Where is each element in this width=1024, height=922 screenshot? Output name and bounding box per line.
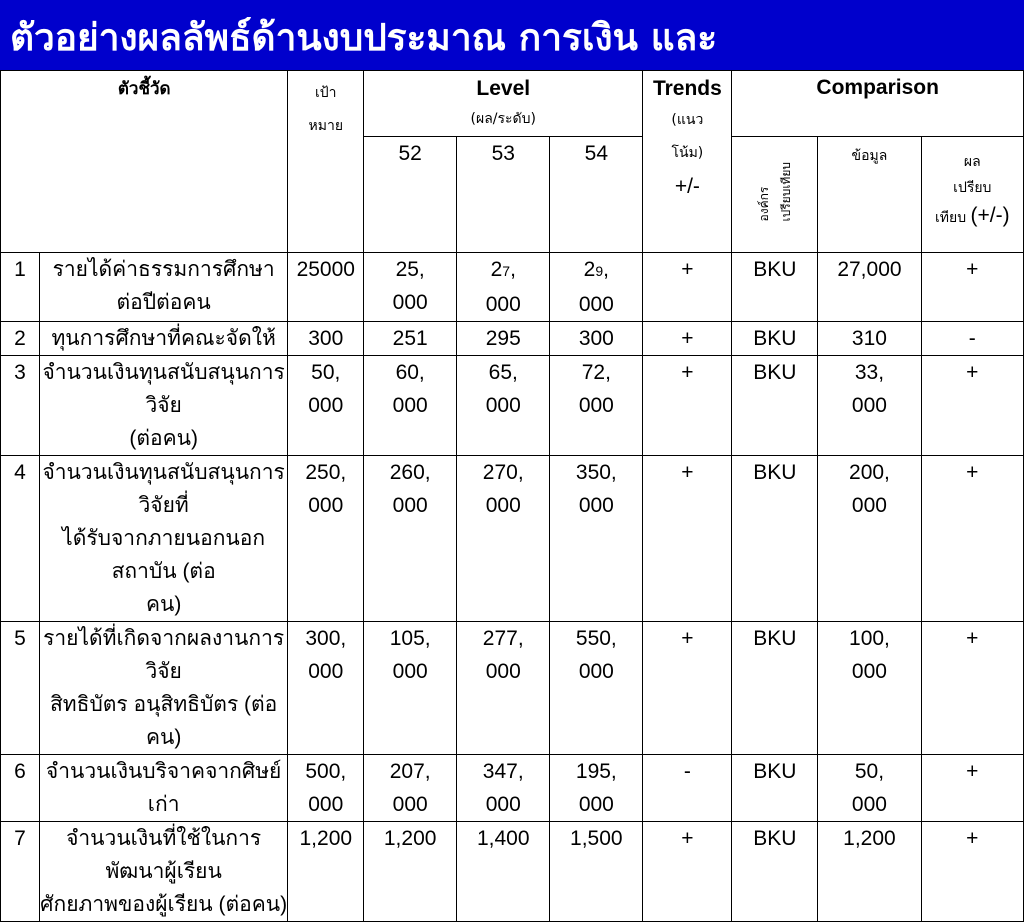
value-line: 000 — [578, 494, 614, 517]
data-line: 310 — [851, 327, 887, 350]
row-number: 3 — [1, 356, 40, 456]
row-indicator — [39, 456, 288, 622]
row-target — [288, 622, 364, 755]
value-line: 000 — [578, 660, 614, 683]
target-line: 50, — [311, 361, 341, 384]
indicator-line: จำนวนเงินทุนสนับสนุนการวิจัย — [42, 361, 285, 417]
value-line: 295 — [485, 327, 521, 350]
row-result: + — [921, 456, 1023, 622]
header-comp-result — [921, 137, 1023, 253]
header-comp-org — [732, 137, 818, 253]
row-52 — [364, 456, 457, 622]
value-line: 207, — [389, 760, 431, 783]
header-level-label: Level — [476, 77, 531, 100]
header-comparison-label: Comparison — [816, 76, 939, 99]
row-trend: + — [643, 456, 732, 622]
data-line: 000 — [851, 494, 887, 517]
header-year-53 — [457, 137, 550, 253]
row-data — [818, 755, 921, 822]
indicator-line: ทุนการศึกษาที่คณะจัดให้ — [51, 327, 276, 350]
value-line: 550, — [575, 627, 617, 650]
indicator-line: รายได้ค่าธรรมการศึกษาต่อปีต่อคน — [52, 258, 275, 314]
row-data — [818, 322, 921, 356]
header-trends — [643, 71, 732, 253]
target-line: 000 — [308, 660, 344, 683]
data-line: 000 — [851, 793, 887, 816]
value-line: 000 — [392, 660, 428, 683]
header-level-sub: (ผล/ระดับ) — [470, 111, 536, 127]
row-target — [288, 755, 364, 822]
header-comp-data — [818, 137, 921, 253]
row-target — [288, 322, 364, 356]
value-line: 000 — [578, 293, 614, 316]
row-result: - — [921, 322, 1023, 356]
value-line: 195, — [575, 760, 617, 783]
data-line: 50, — [854, 760, 885, 783]
header-year-52 — [364, 137, 457, 253]
header-level — [364, 71, 643, 137]
data-line: 27,000 — [837, 258, 902, 281]
value-line: 000 — [485, 660, 521, 683]
row-52 — [364, 622, 457, 755]
value-line: 000 — [392, 394, 428, 417]
value-line: 000 — [485, 394, 521, 417]
table-row — [1, 356, 1024, 456]
row-indicator — [39, 622, 288, 755]
row-result: + — [921, 822, 1023, 922]
kpi-table — [0, 70, 1024, 922]
data-line: 100, — [849, 627, 890, 650]
comp-result-line3a: เทียบ — [934, 210, 971, 226]
row-result: + — [921, 755, 1023, 822]
target-line: 25000 — [296, 258, 355, 281]
row-indicator — [39, 322, 288, 356]
target-line: 1,200 — [299, 827, 353, 850]
row-number: 7 — [1, 822, 40, 922]
value-line: 000 — [485, 793, 521, 816]
row-54 — [550, 755, 643, 822]
value-line: 000 — [392, 494, 428, 517]
header-trends-line4: +/- — [674, 175, 700, 198]
indicator-line: ได้รับจากภายนอกนอกสถาบัน (ต่อ — [62, 527, 266, 583]
row-52 — [364, 356, 457, 456]
row-53 — [457, 322, 550, 356]
row-53 — [457, 755, 550, 822]
header-target-line1: เป้า — [315, 85, 337, 101]
header-trends-line3: โน้ม) — [671, 145, 704, 161]
row-data — [818, 356, 921, 456]
row-org: BKU — [732, 822, 818, 922]
value-line: 000 — [578, 394, 614, 417]
indicator-line: จำนวนเงินบริจาคจากศิษย์เก่า — [45, 760, 282, 816]
row-54 — [550, 822, 643, 922]
indicator-line: สิทธิบัตร อนุสิทธิบัตร (ต่อคน) — [49, 693, 278, 749]
row-52 — [364, 253, 457, 322]
header-trends-label: Trends — [652, 77, 722, 100]
value-line: 347, — [482, 760, 524, 783]
row-54 — [550, 622, 643, 755]
row-trend: + — [643, 322, 732, 356]
value-line: 251 — [392, 327, 428, 350]
row-54 — [550, 253, 643, 322]
row-52 — [364, 822, 457, 922]
row-trend: + — [643, 356, 732, 456]
value-part: 2 — [490, 258, 503, 281]
value-line: 25, — [395, 258, 425, 281]
value-line: 72, — [581, 361, 611, 384]
row-org: BKU — [732, 755, 818, 822]
header-indicator — [1, 71, 288, 253]
row-trend: + — [643, 253, 732, 322]
value-line: 105, — [389, 627, 431, 650]
row-indicator — [39, 755, 288, 822]
title-bar — [0, 0, 1024, 70]
indicator-line: จำนวนเงินทุนสนับสนุนการวิจัยที่ — [42, 461, 285, 517]
data-line: 33, — [854, 361, 885, 384]
value-part: 9 — [595, 263, 604, 279]
row-target — [288, 356, 364, 456]
row-result: + — [921, 253, 1023, 322]
comp-result-line3b: (+/-) — [970, 204, 1010, 227]
value-line: 270, — [482, 461, 524, 484]
header-year-54 — [550, 137, 643, 253]
row-53 — [457, 622, 550, 755]
row-org: BKU — [732, 456, 818, 622]
row-result: + — [921, 622, 1023, 755]
data-line: 1,200 — [843, 827, 896, 850]
indicator-line: คน) — [145, 593, 182, 616]
target-line: 500, — [305, 760, 347, 783]
data-line: 200, — [849, 461, 890, 484]
indicator-line: รายได้ที่เกิดจากผลงานการวิจัย — [43, 627, 285, 683]
row-trend: + — [643, 622, 732, 755]
target-line: 000 — [308, 494, 344, 517]
row-data — [818, 622, 921, 755]
header-trends-line2: (แนว — [671, 112, 704, 128]
indicator-line: ศักยภาพของผู้เรียน (ต่อคน) — [40, 893, 288, 916]
value-part: , — [510, 258, 516, 281]
row-target — [288, 456, 364, 622]
row-54 — [550, 456, 643, 622]
row-54 — [550, 356, 643, 456]
row-52 — [364, 755, 457, 822]
target-line: 000 — [308, 394, 344, 417]
value-line: 350, — [575, 461, 617, 484]
value-line: 260, — [389, 461, 431, 484]
row-number: 1 — [1, 253, 40, 322]
row-number: 2 — [1, 322, 40, 356]
slide-title: ตัวอย่างผลลัพธ์ด้านงบประมาณ การเงิน และ — [10, 16, 718, 59]
value-line: 1,200 — [383, 827, 437, 850]
target-line: 000 — [308, 793, 344, 816]
indicator-line: (ต่อคน) — [129, 427, 198, 450]
row-number: 4 — [1, 456, 40, 622]
value-line: 000 — [392, 793, 428, 816]
table-row — [1, 822, 1024, 922]
row-54 — [550, 322, 643, 356]
comp-org-line1: องค์กร — [756, 186, 771, 222]
header-indicator-label: ตัวชี้วัด — [117, 79, 171, 99]
row-indicator — [39, 253, 288, 322]
row-target — [288, 253, 364, 322]
value-line: 1,400 — [476, 827, 530, 850]
table-row — [1, 322, 1024, 356]
row-org: BKU — [732, 356, 818, 456]
row-data — [818, 253, 921, 322]
row-53 — [457, 356, 550, 456]
row-result: + — [921, 356, 1023, 456]
row-data — [818, 456, 921, 622]
row-53 — [457, 822, 550, 922]
value-line — [457, 253, 549, 288]
year-54-label: 54 — [584, 142, 609, 165]
row-indicator — [39, 356, 288, 456]
value-line: 300 — [578, 327, 614, 350]
value-line: 277, — [482, 627, 524, 650]
value-part: 2 — [583, 258, 596, 281]
year-52-label: 52 — [398, 142, 422, 165]
comp-result-line2: เปรียบ — [953, 180, 992, 196]
target-line: 250, — [305, 461, 347, 484]
value-line: 000 — [485, 494, 521, 517]
row-org: BKU — [732, 322, 818, 356]
value-line: 000 — [392, 291, 428, 314]
value-part: , — [603, 258, 609, 281]
comp-org-line2: เปรียบเทียบ — [778, 162, 793, 222]
value-line: 65, — [488, 361, 518, 384]
value-part: 7 — [502, 263, 511, 279]
data-line: 000 — [851, 660, 887, 683]
comp-result-line3 — [922, 201, 1023, 235]
target-line: 300, — [305, 627, 347, 650]
header-target — [288, 71, 364, 253]
comp-result-line1: ผล — [963, 154, 981, 170]
table-row — [1, 755, 1024, 822]
header-target-line2: หมาย — [308, 118, 344, 134]
target-line: 300 — [308, 327, 344, 350]
row-number: 6 — [1, 755, 40, 822]
table-row — [1, 456, 1024, 622]
row-53 — [457, 456, 550, 622]
row-target — [288, 822, 364, 922]
row-org: BKU — [732, 622, 818, 755]
comp-data-label: ข้อมูล — [851, 148, 888, 164]
row-number: 5 — [1, 622, 40, 755]
row-org: BKU — [732, 253, 818, 322]
year-53-label: 53 — [491, 142, 515, 165]
row-52 — [364, 322, 457, 356]
value-line: 1,500 — [570, 827, 623, 850]
indicator-line: จำนวนเงินที่ใช้ในการพัฒนาผู้เรียน — [66, 827, 262, 883]
value-line: 000 — [578, 793, 614, 816]
header-comp-org-label — [753, 162, 797, 221]
value-line — [550, 253, 642, 288]
row-data — [818, 822, 921, 922]
row-trend: - — [643, 755, 732, 822]
data-line: 000 — [851, 394, 887, 417]
table-row — [1, 622, 1024, 755]
row-trend: + — [643, 822, 732, 922]
row-indicator — [39, 822, 288, 922]
value-line: 000 — [485, 293, 521, 316]
table-row — [1, 253, 1024, 322]
header-comparison — [732, 71, 1024, 137]
row-53 — [457, 253, 550, 322]
value-line: 60, — [395, 361, 425, 384]
